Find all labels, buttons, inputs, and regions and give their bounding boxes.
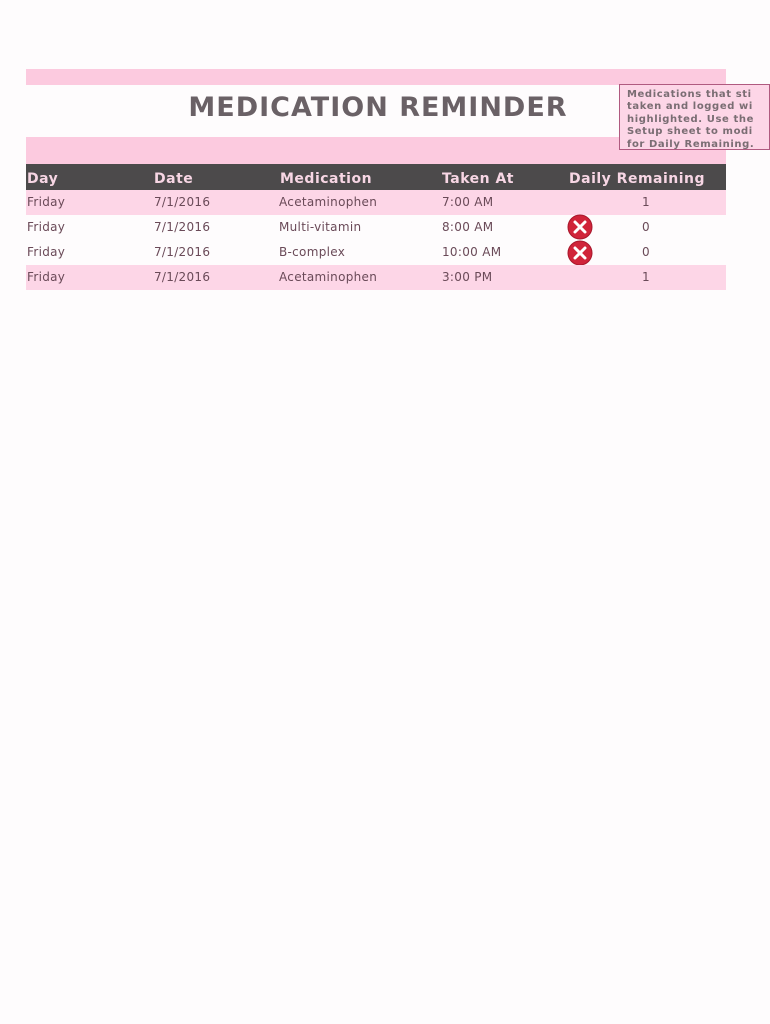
- cell-day[interactable]: Friday: [27, 195, 66, 209]
- title-band-top: [26, 69, 726, 85]
- x-circle-icon: [567, 214, 593, 240]
- cell-date[interactable]: 7/1/2016: [154, 270, 211, 284]
- column-header-date[interactable]: Date: [154, 171, 194, 187]
- cell-date[interactable]: 7/1/2016: [154, 220, 211, 234]
- comment-note-line: Medications that sti: [627, 89, 752, 100]
- cell-daily-remaining[interactable]: 1: [642, 270, 650, 284]
- comment-note-line: Setup sheet to modi: [627, 126, 753, 138]
- cell-medication[interactable]: Multi-vitamin: [279, 220, 362, 234]
- x-circle-icon: [567, 240, 593, 266]
- cell-day[interactable]: Friday: [27, 245, 66, 259]
- cell-taken-at[interactable]: 8:00 AM: [442, 220, 494, 234]
- comment-note-line: highlighted. Use the: [627, 113, 754, 125]
- column-header-day[interactable]: Day: [27, 171, 59, 187]
- cell-daily-remaining[interactable]: 0: [642, 220, 650, 234]
- table-row[interactable]: [26, 190, 726, 215]
- table-row[interactable]: [26, 240, 726, 265]
- cell-date[interactable]: 7/1/2016: [154, 195, 211, 209]
- cell-daily-remaining[interactable]: 1: [642, 195, 650, 209]
- table-row[interactable]: [26, 265, 726, 290]
- comment-note-line: for Daily Remaining.: [627, 138, 755, 150]
- cell-medication[interactable]: Acetaminophen: [279, 270, 378, 284]
- page-title: MEDICATION REMINDER: [188, 92, 568, 123]
- comment-note-line: taken and logged wi: [627, 101, 753, 113]
- column-header-medication[interactable]: Medication: [280, 171, 373, 187]
- cell-day[interactable]: Friday: [27, 220, 66, 234]
- table-row[interactable]: [26, 215, 726, 240]
- comment-note[interactable]: [619, 84, 770, 150]
- cell-day[interactable]: Friday: [27, 270, 66, 284]
- cell-daily-remaining[interactable]: 0: [642, 245, 650, 259]
- table-header: [26, 164, 726, 190]
- cell-taken-at[interactable]: 3:00 PM: [442, 270, 493, 284]
- cell-medication[interactable]: Acetaminophen: [279, 195, 378, 209]
- column-header-daily-remaining[interactable]: Daily Remaining: [569, 171, 706, 187]
- cell-taken-at[interactable]: 7:00 AM: [442, 195, 494, 209]
- cell-taken-at[interactable]: 10:00 AM: [442, 245, 502, 259]
- cell-medication[interactable]: B-complex: [279, 245, 346, 259]
- cell-date[interactable]: 7/1/2016: [154, 245, 211, 259]
- column-header-taken-at[interactable]: Taken At: [442, 171, 514, 187]
